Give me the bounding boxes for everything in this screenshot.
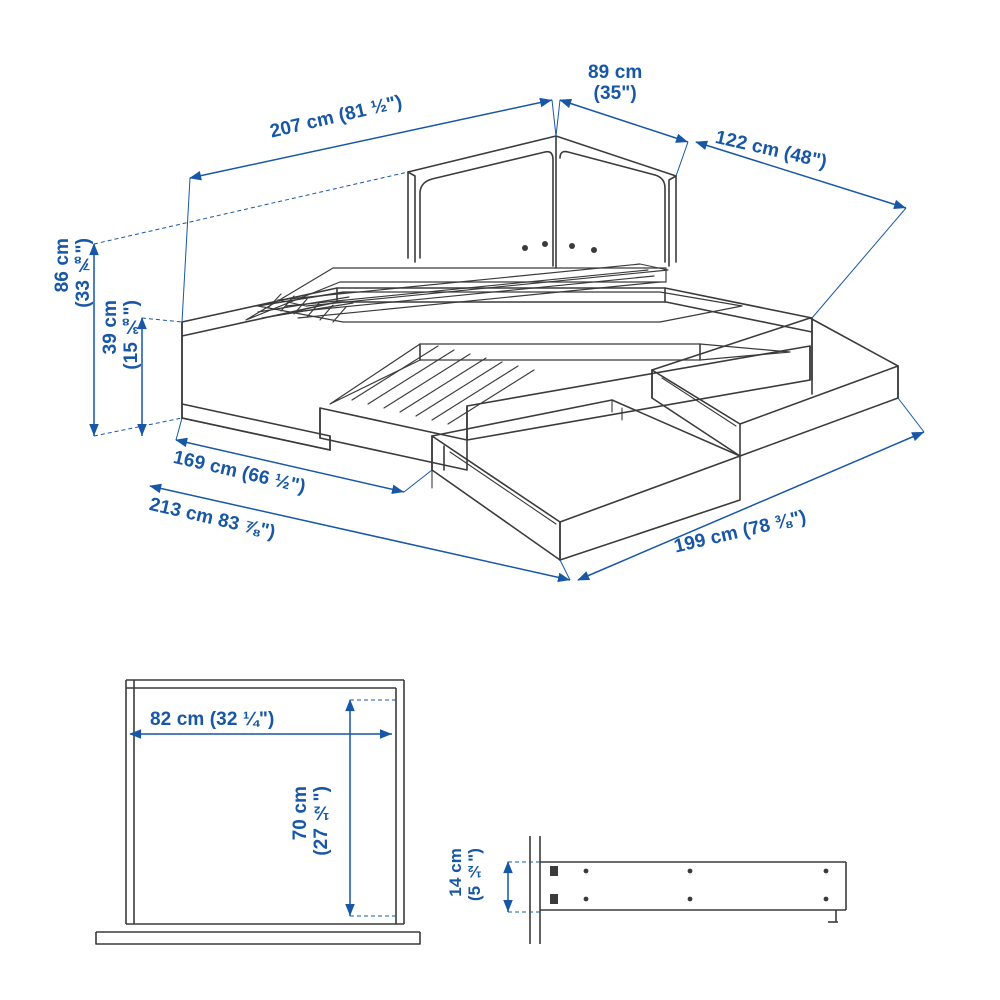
dim-label-207: 207 cm (81 ½"): [268, 91, 405, 143]
dim-label-199: 199 cm (78 ⅜"): [672, 506, 809, 558]
dim-label-86-inch: (33 ⅞"): [73, 238, 95, 308]
dim-label-86: [52, 238, 95, 308]
ext-207-a: [182, 178, 190, 322]
dim-label-39: [100, 300, 143, 370]
dim-label-39-cm: 39 cm: [100, 300, 121, 355]
dim-label-89-line2: (35"): [593, 83, 637, 105]
dim-label-70-cm: 70 cm: [290, 786, 311, 841]
ext-207-b: [552, 100, 556, 136]
dim-label-213: 213 cm 83 ⅞"): [147, 494, 278, 544]
dim-line-89: [560, 100, 688, 142]
dim-label-14-inch: (5 ½"): [465, 848, 485, 902]
dim-label-70: [290, 786, 333, 856]
dim-label-14: [446, 848, 484, 901]
dim-label-89: [588, 62, 642, 105]
dim-line-213: [150, 486, 570, 580]
dim-label-70-inch: (27 ½"): [311, 786, 333, 856]
dim-label-86-cm: 86 cm: [52, 238, 73, 293]
dim-label-169: 169 cm (66 ½"): [171, 447, 308, 498]
dim-line-199: [578, 432, 924, 580]
dim-label-39-inch: (15 ⅜"): [121, 300, 143, 370]
dim-label-89-line1: 89 cm: [588, 62, 643, 83]
dim-label-14-cm: 14 cm: [446, 848, 465, 897]
dim-label-122: 122 cm (48"): [713, 127, 829, 174]
dim-label-82: 82 cm (32 ¼"): [150, 709, 275, 730]
